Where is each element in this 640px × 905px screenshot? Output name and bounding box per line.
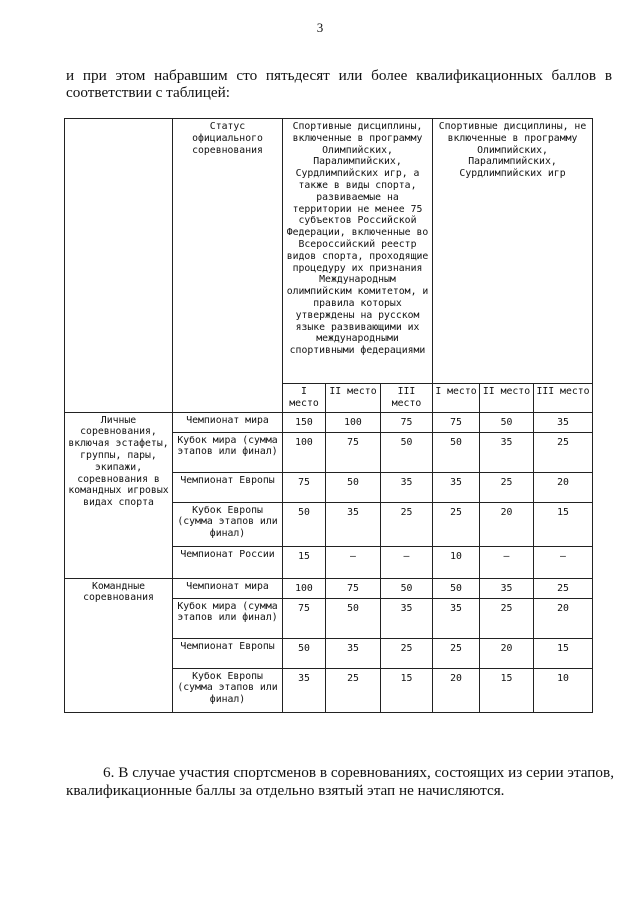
points-cell: 25 [326, 668, 381, 712]
points-cell: 35 [433, 598, 480, 638]
points-cell: 35 [433, 472, 480, 502]
place-header: II место [326, 384, 381, 413]
points-cell: 50 [433, 432, 480, 472]
points-cell: – [326, 546, 381, 578]
competition-status: Чемпионат Европы [173, 472, 283, 502]
points-cell: 75 [326, 578, 381, 598]
page-number: 3 [316, 20, 324, 35]
competition-status: Кубок мира (сумма этапов или финал) [173, 432, 283, 472]
place-header: III место [534, 384, 593, 413]
place-header: III место [381, 384, 433, 413]
footer-line-2: квалификационные баллы за отдельно взятый этап не начисляются. [66, 782, 505, 799]
points-cell: 100 [283, 432, 326, 472]
points-cell: 35 [326, 502, 381, 546]
points-cell: 50 [480, 412, 534, 432]
points-cell: 50 [283, 638, 326, 668]
points-cell: 15 [534, 502, 593, 546]
intro-line-2: соответствии с таблицей: [66, 84, 230, 101]
points-cell: 25 [433, 638, 480, 668]
table-row [65, 412, 593, 432]
points-cell: 75 [283, 472, 326, 502]
points-cell: 35 [326, 638, 381, 668]
qualification-points-table [64, 118, 593, 713]
category-label: Командные соревнования [65, 578, 173, 712]
intro-line-1: и при этом набравшим сто пятьдесят или более квалификационных баллов в [66, 67, 612, 84]
table-row [65, 578, 593, 598]
points-cell: 50 [381, 578, 433, 598]
points-cell: 100 [283, 578, 326, 598]
intro-paragraph [66, 67, 612, 101]
points-cell: 75 [326, 432, 381, 472]
points-cell: 75 [381, 412, 433, 432]
points-cell: – [534, 546, 593, 578]
place-header: I место [283, 384, 326, 413]
points-cell: 10 [534, 668, 593, 712]
competition-status: Чемпионат России [173, 546, 283, 578]
points-cell: 25 [480, 472, 534, 502]
corner-cell [65, 119, 173, 413]
competition-status: Кубок мира (сумма этапов или финал) [173, 598, 283, 638]
points-cell: 150 [283, 412, 326, 432]
competition-status: Чемпионат мира [173, 578, 283, 598]
points-cell: 35 [283, 668, 326, 712]
points-cell: 35 [381, 472, 433, 502]
points-cell: 50 [433, 578, 480, 598]
points-cell: 25 [534, 432, 593, 472]
points-cell: 50 [381, 432, 433, 472]
points-cell: 35 [480, 578, 534, 598]
category-label: Личные соревнования, включая эстафеты, группы, пары, экипажи, соревнования в командных игровых видах спорта [65, 412, 173, 578]
competition-status: Кубок Европы (сумма этапов или финал) [173, 668, 283, 712]
points-cell: 50 [326, 598, 381, 638]
points-cell: 15 [381, 668, 433, 712]
points-cell: 100 [326, 412, 381, 432]
points-cell: 20 [534, 598, 593, 638]
competition-status: Кубок Европы (сумма этапов или финал) [173, 502, 283, 546]
place-header: II место [480, 384, 534, 413]
header-row [65, 119, 593, 384]
competition-status: Чемпионат Европы [173, 638, 283, 668]
status-header: Статус официального соревнования [173, 119, 283, 413]
points-cell: 20 [480, 502, 534, 546]
points-cell: 20 [433, 668, 480, 712]
points-cell: 15 [480, 668, 534, 712]
points-cell: – [480, 546, 534, 578]
competition-status: Чемпионат мира [173, 412, 283, 432]
points-cell: 10 [433, 546, 480, 578]
points-cell: 25 [381, 638, 433, 668]
points-cell: – [381, 546, 433, 578]
place-header: I место [433, 384, 480, 413]
points-cell: 35 [480, 432, 534, 472]
points-cell: 50 [326, 472, 381, 502]
points-cell: 35 [381, 598, 433, 638]
group2-header: Спортивные дисциплины, не включенные в программу Олимпийских, Паралимпийских, Сурдлимпийских игр [433, 119, 593, 384]
points-cell: 15 [283, 546, 326, 578]
points-cell: 15 [534, 638, 593, 668]
points-cell: 75 [283, 598, 326, 638]
points-cell: 25 [381, 502, 433, 546]
points-cell: 20 [480, 638, 534, 668]
points-cell: 50 [283, 502, 326, 546]
points-cell: 25 [534, 578, 593, 598]
footer-paragraph [66, 764, 614, 800]
points-cell: 25 [480, 598, 534, 638]
points-cell: 20 [534, 472, 593, 502]
group1-header: Спортивные дисциплины, включенные в программу Олимпийских, Паралимпийских, Сурдлимпийских игр, а также в виды спорта, развиваемые на территории не менее 75 субъектов Российской Федерации, включенные во Всероссийский реестр видов спорта, проходящие процедуру их признания Международным олимпийским комитетом, и правила которых утверждены на русском языке развивающими их международными спортивными федерациями [283, 119, 433, 384]
points-cell: 35 [534, 412, 593, 432]
points-cell: 25 [433, 502, 480, 546]
footer-line-1: 6. В случае участия спортсменов в соревнованиях, состоящих из серии этапов, [103, 764, 614, 781]
points-cell: 75 [433, 412, 480, 432]
